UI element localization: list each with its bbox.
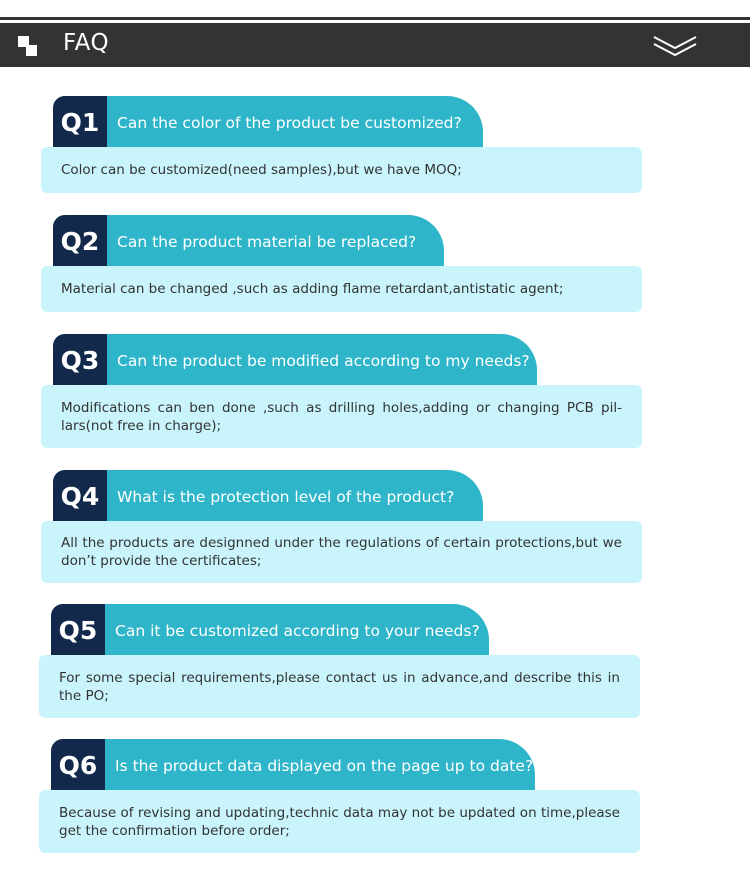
question-number: Q2: [53, 215, 107, 267]
question-text: Is the product data displayed on the page up to date?: [115, 757, 534, 775]
question-tab: [53, 96, 483, 148]
answer-box: [39, 790, 640, 853]
question-tab: [53, 470, 483, 522]
answer-box: [41, 147, 642, 193]
answer-text: All the products are designned under the regulations of certain protections,but we don’t provide the certificates;: [61, 535, 622, 569]
squares-icon: [18, 36, 40, 56]
answer-text: Color can be customized(need samples),but we have MOQ;: [61, 162, 462, 178]
answer-text: Material can be changed ,such as adding flame retardant,antistatic agent;: [61, 281, 564, 297]
question-number: Q6: [51, 739, 105, 791]
faq-title: FAQ: [63, 30, 110, 56]
answer-box: [39, 655, 640, 718]
question-tab: [53, 334, 537, 386]
question-text: Can the product be modified according to my needs?: [117, 352, 530, 370]
question-text: Can the color of the product be customized?: [117, 114, 462, 132]
question-text: What is the protection level of the product?: [117, 488, 455, 506]
answer-box: [41, 266, 642, 312]
question-tab: [51, 604, 489, 656]
question-number: Q1: [53, 96, 107, 148]
question-number: Q4: [53, 470, 107, 522]
double-chevron-down-icon[interactable]: [651, 33, 699, 59]
answer-text: Modifications can ben done ,such as drilling holes,adding or changing PCB pil-lars(not free in charge);: [61, 399, 622, 434]
question-number: Q3: [53, 334, 107, 386]
question-tab: [53, 215, 444, 267]
answer-text: Because of revising and updating,technic data may not be updated on time,please get the confirmation before order;: [59, 804, 620, 839]
faq-header: [0, 23, 750, 67]
header-top-rule: [0, 17, 750, 20]
question-tab: [51, 739, 535, 791]
answer-text: For some special requirements,please contact us in advance,and describe this in the PO;: [59, 669, 620, 704]
question-text: Can it be customized according to your needs?: [115, 622, 480, 640]
answer-box: [41, 385, 642, 448]
question-number: Q5: [51, 604, 105, 656]
question-text: Can the product material be replaced?: [117, 233, 417, 251]
answer-box: [41, 521, 642, 583]
